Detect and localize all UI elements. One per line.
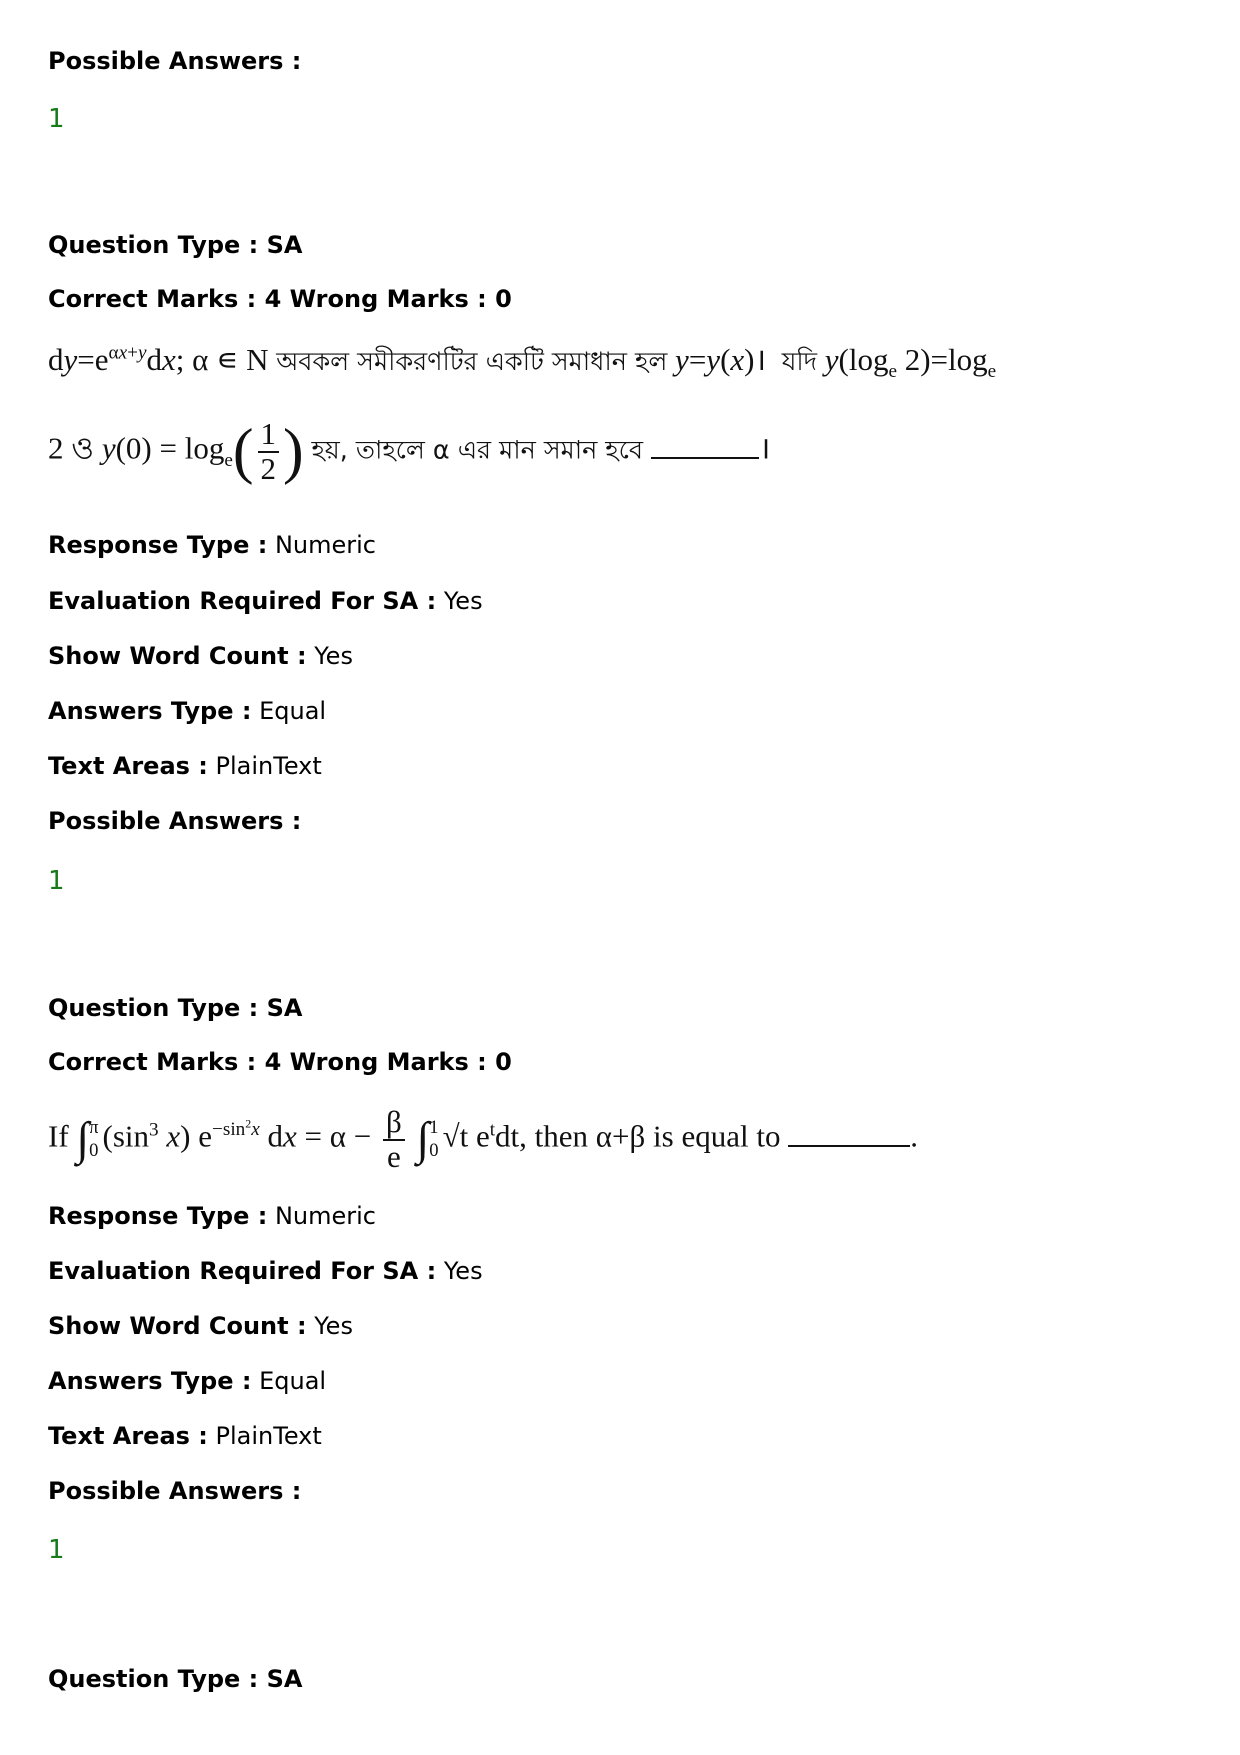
- field-value: Yes: [443, 587, 483, 615]
- question-type: Question Type : SA: [48, 1665, 303, 1693]
- field-label: Evaluation Required For SA :: [48, 587, 437, 615]
- marks-line: Correct Marks : 4 Wrong Marks : 0: [48, 285, 512, 313]
- evaluation-row: [48, 1256, 483, 1286]
- field-value: PlainText: [215, 1422, 322, 1450]
- possible-answer-value: 1: [48, 104, 65, 134]
- statement-if: If: [48, 1118, 69, 1154]
- answers-type-row: [48, 696, 326, 726]
- field-value: Yes: [443, 1257, 483, 1285]
- statement-bengali-text: যদি: [781, 346, 817, 376]
- field-label: Answers Type :: [48, 697, 252, 725]
- question-statement-line-2: 2 ও $y(0) = \log_e$( $\frac{1}{2}$ ) হয়, তাহলে α এর মান সমান হবে ।: [48, 416, 771, 486]
- field-label: Answers Type :: [48, 1367, 252, 1395]
- possible-answers-label: Possible Answers :: [48, 47, 302, 75]
- question-type: Question Type : SA: [48, 994, 303, 1022]
- possible-answers-label: Possible Answers :: [48, 807, 302, 835]
- word-count-row: [48, 641, 353, 671]
- statement-bengali-text: অবকল সমীকরণটির একটি সমাধান হল: [276, 346, 668, 376]
- text-areas-row: [48, 751, 322, 781]
- field-label: Text Areas :: [48, 1422, 208, 1450]
- possible-answer-value: 1: [48, 866, 65, 896]
- field-value: Numeric: [274, 531, 376, 559]
- marks-line: Correct Marks : 4 Wrong Marks : 0: [48, 1048, 512, 1076]
- possible-answer-value: 1: [48, 1535, 65, 1565]
- field-value: Equal: [259, 697, 327, 725]
- field-label: Response Type :: [48, 1202, 268, 1230]
- statement-bengali-text: হয়, তাহলে α এর মান সমান হবে: [311, 434, 644, 465]
- word-count-row: [48, 1311, 353, 1341]
- response-type-row: [48, 530, 376, 560]
- field-value: PlainText: [215, 752, 322, 780]
- field-value: Numeric: [274, 1202, 376, 1230]
- field-value: Yes: [314, 1312, 353, 1340]
- field-label: Response Type :: [48, 531, 268, 559]
- question-statement-line-1: $dy=e^{\alpha x+y}dx$; α ∊ N অবকল সমীকরণটির একটি সমাধান হল y=y(x)। যদি $y(\log_e$ $2)=\log_e$: [48, 342, 997, 383]
- field-value: Yes: [314, 642, 353, 670]
- field-label: Show Word Count :: [48, 642, 307, 670]
- field-label: Show Word Count :: [48, 1312, 307, 1340]
- field-label: Evaluation Required For SA :: [48, 1257, 437, 1285]
- possible-answers-label: Possible Answers :: [48, 1477, 302, 1505]
- statement-then: then α+β is equal to: [534, 1118, 781, 1154]
- question-type: Question Type : SA: [48, 231, 303, 259]
- answers-type-row: [48, 1366, 326, 1396]
- field-value: Equal: [259, 1367, 327, 1395]
- evaluation-row: [48, 586, 483, 616]
- field-label: Text Areas :: [48, 752, 208, 780]
- response-type-row: [48, 1201, 376, 1231]
- answer-blank: [788, 1144, 910, 1147]
- answer-blank: [651, 456, 759, 459]
- question-statement: If ∫ π 0 ($\sin^3$ x) $e^{-sin^2x}$ dx = α − $\frac{\beta}{e}$ ∫ 1 0 √t $e^tdt$, then α+β is equal to .: [48, 1104, 918, 1174]
- text-areas-row: [48, 1421, 322, 1451]
